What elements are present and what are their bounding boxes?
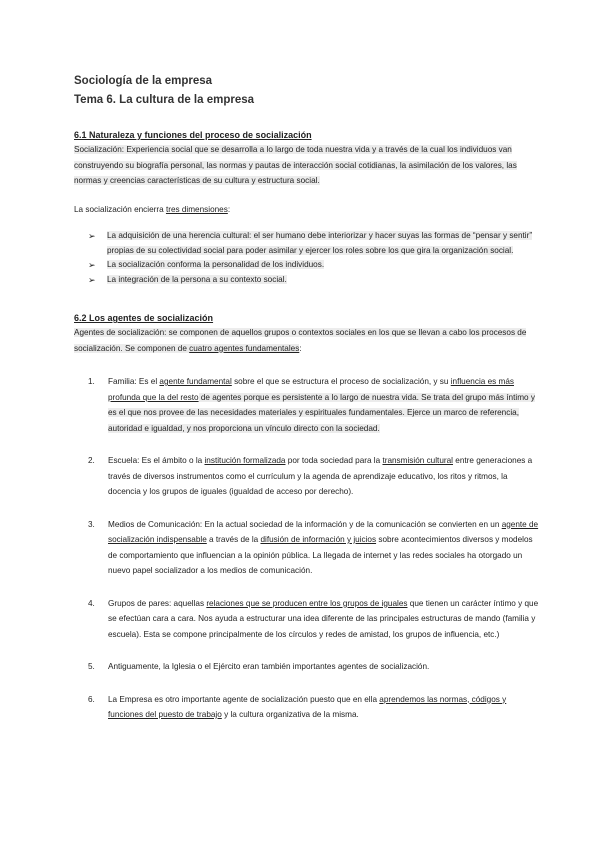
item-text: Grupos de pares: aquellas bbox=[108, 598, 207, 608]
intro-colon: : bbox=[299, 343, 302, 353]
item-text: Escuela: Es el ámbito o la bbox=[108, 456, 205, 465]
list-item bbox=[88, 517, 540, 579]
item-emphasis: institución formalizada bbox=[204, 456, 286, 465]
item-number: 6. bbox=[88, 694, 95, 704]
item-text: por toda sociedad para la bbox=[285, 456, 383, 465]
definition-text: Socialización: Experiencia social que se desarrolla a lo largo de toda nuestra vida y a través de la cual los individuos van construyendo su biografía personal, las normas y pautas de interacción social cotidianas, la asimilación de los valores, las normas y creencias características de su cultura y estructura social. bbox=[74, 145, 517, 185]
intro-colon: : bbox=[227, 204, 231, 214]
item-text: La Empresa es otro importante agente de socialización puesto que en ella bbox=[108, 694, 380, 704]
list-item-text: La socialización conforma la personalidad de los individuos. bbox=[107, 260, 325, 269]
item-text: que tienen un carácter íntimo y que se efectúan cara a cara. Nos ayuda a estructurar una idea diferente de las principales estructuras de mando (familia y escuela). Esta se compone principalmente de los círculos y redes de amistad, los grupos de influencia, etc.) bbox=[108, 598, 539, 639]
intro-text: La socialización encierra bbox=[74, 204, 166, 214]
item-text: y la cultura organizativa de la misma. bbox=[221, 710, 359, 719]
agents-intro bbox=[74, 325, 540, 356]
list-item bbox=[88, 273, 540, 288]
section-6-2 bbox=[74, 312, 540, 723]
item-text: a través de la bbox=[206, 535, 261, 544]
list-item bbox=[88, 229, 540, 258]
item-emphasis: agente de socialización indispensable bbox=[108, 519, 539, 544]
item-number: 1. bbox=[88, 377, 95, 386]
item-text: de agentes porque es persistente a lo largo de nuestra vida. Se trata del grupo más íntimo y es el que nos provee de las necesidades materiales y espirituales fundamentales. Ejerce un marco de referencia, autoridad e igualdad, y nos proporciona un vínculo directo con la sociedad. bbox=[108, 392, 535, 433]
intro-text: Agentes de socialización: se componen de aquellos grupos o contextos sociales en los que se llevan a cabo los procesos de socialización. Se componen de bbox=[74, 328, 527, 353]
intro-emphasis: tres dimensiones bbox=[165, 204, 228, 214]
item-number: 2. bbox=[88, 456, 95, 465]
section-heading: 6.2 Los agentes de socialización bbox=[74, 313, 214, 323]
item-emphasis: agente fundamental bbox=[159, 377, 232, 386]
item-number: 5. bbox=[88, 662, 95, 671]
intro-emphasis: cuatro agentes fundamentales bbox=[189, 343, 300, 353]
list-item bbox=[88, 692, 540, 723]
item-text: Medios de Comunicación: En la actual sociedad de la información y de la comunicación se convierten en un bbox=[108, 519, 502, 529]
dimensions-intro bbox=[74, 202, 540, 218]
list-item-text: La adquisición de una herencia cultural: el ser humano debe interiorizar y hacer suyas las formas de “pensar y sentir” propias de su colectividad social para poder asimilar y ejercer los roles sobre los que gira la organización social. bbox=[107, 231, 533, 255]
list-item bbox=[88, 453, 540, 500]
item-text: sobre el que se estructura el proceso de socialización, y su bbox=[231, 377, 451, 386]
agents-list bbox=[74, 374, 540, 723]
item-emphasis: influencia es más profunda que la del resto bbox=[108, 377, 514, 402]
item-emphasis: difusión de información y juicios bbox=[260, 535, 377, 544]
list-item bbox=[88, 659, 540, 675]
list-item-text: La integración de la persona a su contexto social. bbox=[107, 274, 287, 284]
item-text: Antiguamente, la Iglesia o el Ejército eran también importantes agentes de socialización. bbox=[108, 662, 430, 671]
document-title: Sociología de la empresa bbox=[74, 75, 213, 87]
item-text: entre generaciones a través de diversos instrumentos como el currículum y la agenda de aprendizaje educativo, los ritos y ritmos, la docencia y los grupos de iguales (igualdad de acceso por derecho). bbox=[108, 456, 533, 496]
item-emphasis: relaciones que se producen entre los grupos de iguales bbox=[206, 598, 408, 608]
document-subtitle: Tema 6. La cultura de la empresa bbox=[74, 94, 255, 106]
item-emphasis: aprendemos las normas, códigos y funciones del puesto de trabajo bbox=[108, 694, 507, 719]
arrow-bullet-icon: ➢ bbox=[88, 274, 96, 285]
list-item bbox=[88, 596, 540, 643]
arrow-bullet-icon: ➢ bbox=[88, 231, 96, 241]
arrow-bullet-icon: ➢ bbox=[88, 260, 96, 270]
section-heading: 6.1 Naturaleza y funciones del proceso de socialización bbox=[74, 130, 312, 140]
list-item bbox=[88, 258, 540, 273]
item-text: Familia: Es el bbox=[108, 377, 160, 386]
item-number: 3. bbox=[88, 519, 95, 529]
item-number: 4. bbox=[88, 598, 95, 608]
socializacion-definition bbox=[74, 142, 540, 189]
list-item bbox=[88, 374, 540, 436]
section-6-1 bbox=[74, 129, 540, 287]
item-emphasis: transmisión cultural bbox=[382, 456, 453, 465]
item-text: sobre acontecimientos diversos y modelos de comportamiento que influencian a la opinión pública. La llegada de internet y las redes sociales ha otorgado un nuevo papel socializador a los medios de comunicación. bbox=[108, 535, 533, 575]
dimensions-list bbox=[74, 229, 540, 287]
